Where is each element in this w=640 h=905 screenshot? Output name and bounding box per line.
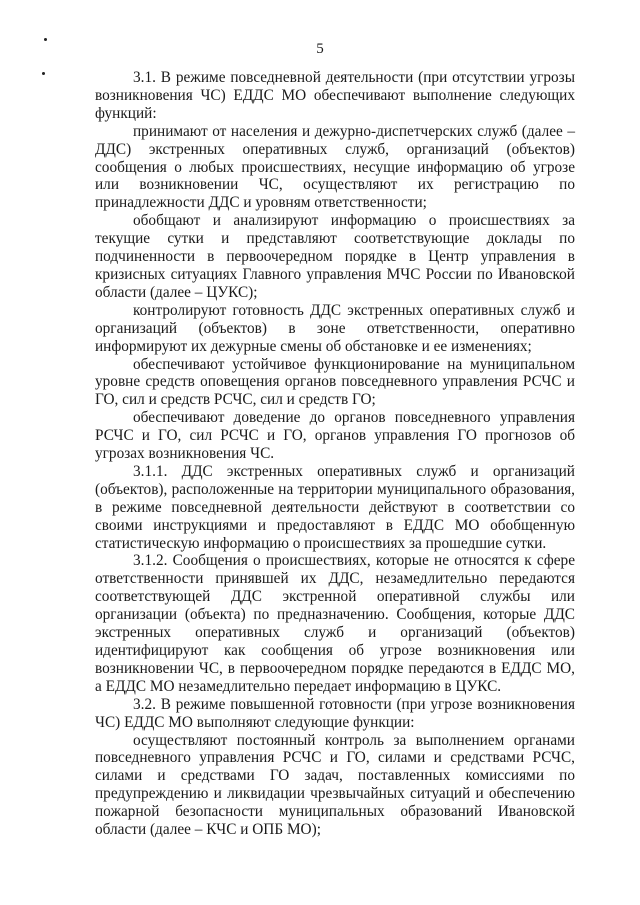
paragraph-summarize: обобщают и анализируют информацию о происшествиях за текущие сутки и представляют соответствующие доклады по подчиненности в первоочередном порядке в Центр управления в кризисных ситуациях Главного управления МЧС России по Ивановской области (далее – ЦУКС);	[95, 212, 575, 301]
scan-mark	[42, 72, 45, 75]
paragraph-warning-systems: обеспечивают устойчивое функционирование на муниципальном уровне средств оповещения органов повседневного управления РСЧС и ГО, сил и средств РСЧС, сил и средств ГО;	[95, 355, 575, 409]
page-number: 5	[316, 41, 324, 57]
paragraph-monitoring: осуществляют постоянный контроль за выполнением органами повседневного управления РСЧС и ГО, силами и средствами РСЧС, силами и средствами ГО задач, поставленных комиссиями по предупреждению и ликвидации чрезвычайных ситуаций и обеспечению пожарной безопасности муниципальных образований Ивановской области (далее – КЧС и ОПБ МО);	[95, 731, 575, 839]
paragraph-control-readiness: контролируют готовность ДДС экстренных оперативных служб и организаций (объектов) в зоне ответственности, оперативно информируют их дежурные смены об обстановке и ее изменениях;	[95, 301, 575, 355]
paragraph-3-1-1: 3.1.1. ДДС экстренных оперативных служб и организаций (объектов), расположенные на территории муниципального образования, в режиме повседневной деятельности действуют в соответствии со своими инструкциями и предоставляют в ЕДДС МО обобщенную статистическую информацию о происшествиях за прошедшие сутки.	[95, 462, 575, 552]
paragraph-3-2: 3.2. В режиме повышенной готовности (при угрозе возникновения ЧС) ЕДДС МО выполняют следующие функции:	[95, 695, 575, 731]
paragraph-3-1: 3.1. В режиме повседневной деятельности (при отсутствии угрозы возникновения ЧС) ЕДДС МО обеспечивают выполнение следующих функций:	[95, 69, 575, 122]
document-body	[95, 69, 575, 839]
paragraph-forecasts: обеспечивают доведение до органов повседневного управления РСЧС и ГО, сил РСЧС и ГО, органов управления ГО прогнозов об угрозах возникновения ЧС.	[95, 409, 575, 463]
paragraph-receive-reports: принимают от населения и дежурно-диспетчерских служб (далее – ДДС) экстренных оперативных служб, организаций (объектов) сообщения о любых происшествиях, несущие информацию об угрозе или возникновении ЧС, осуществляют их регистрацию по принадлежности ДДС и уровням ответственности;	[95, 122, 575, 212]
paragraph-3-1-2: 3.1.2. Сообщения о происшествиях, которые не относятся к сфере ответственности принявшей их ДДС, незамедлительно передаются соответствующей ДДС экстренной оперативной службы или организации (объекта) по предназначению. Сообщения, которые ДДС экстренных оперативных служб и организаций (объектов) идентифицируют как сообщения об угрозе возникновения или возникновении ЧС, в первоочередном порядке передаются в ЕДДС МО, а ЕДДС МО незамедлительно передает информацию в ЦУКС.	[95, 552, 575, 695]
